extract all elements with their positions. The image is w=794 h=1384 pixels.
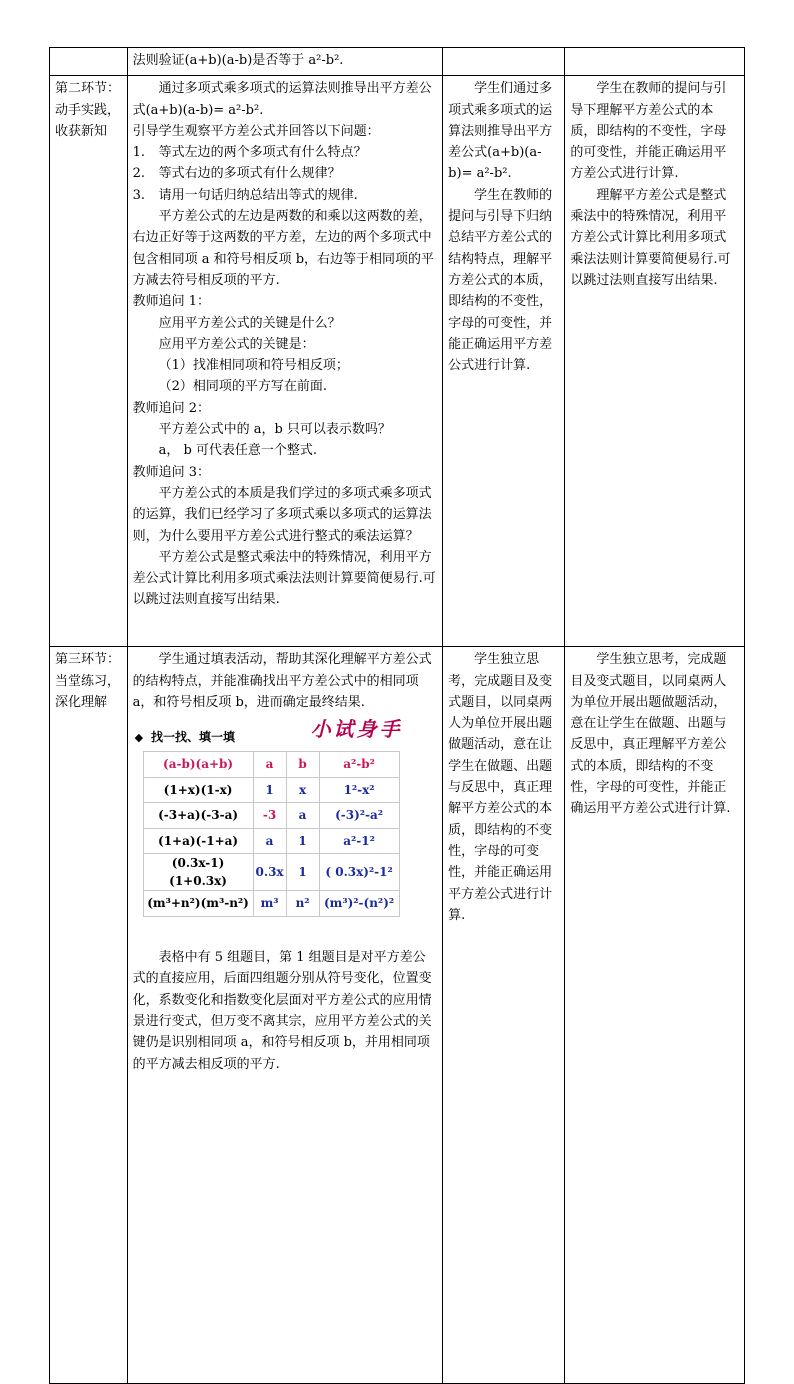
quiz-cell: a [253,752,286,778]
paragraph: 学生通过填表活动，帮助其深化理解平方差公式的结构特点，并能准确找出平方差公式中的相同项 a，和符号相反项 b，进而确定最终结果. [132,652,432,710]
student-activity-cell [443,76,565,647]
followup-question: 平方差公式的本质是我们学过的多项式乘多项式的运算，我们已经学习了多项式乘以多项式的运算法则，为什么要用平方差公式进行整式的乘法运算？ [132,485,432,544]
quiz-table [143,751,400,917]
paragraph: 平方差公式的左边是两数的和乘以这两数的差，右边正好等于这两数的平方差，左边的两个多项式中包含相同项 a 和符号相反项 b，右边等于相同项的平方减去符号相反项的平方. [132,209,435,288]
paragraph: 表格中有 5 组题目，第 1 组题目是对平方差公式的直接应用，后面四组题分别从符号变化，位置变化，系数变化和指数变化层面对平方差公式的应用情景进行变式，但万变不离其宗，应用平方差公式的关键仍是识别相同项 a，和符号相反项 b，并用相同项的平方减去相反项的平方. [132,950,432,1072]
quiz-cell: (a-b)(a+b) [143,752,253,778]
student-activity-cell [443,48,565,76]
quiz-title: 找一找、填一填 [151,730,236,745]
teacher-activity-cell [127,48,443,76]
quiz-cell: ( 0.3x)²-1² [319,854,399,891]
diamond-bullet-icon: ◆ [134,731,144,745]
quiz-row [143,803,399,829]
followup-label: 教师追问 2： [132,400,210,416]
table-row [50,48,745,76]
list-item: 2. 等式右边的多项式有什么规律？ [132,166,341,182]
paragraph: 理解平方差公式是整式乘法中的特殊情况，利用平方差公式计算比利用多项式乘法法则计算要简便易行.可以跳过法则直接写出结果. [570,187,731,288]
quiz-cell: x [286,777,319,803]
quiz-heading [135,727,235,748]
quiz-cell: b [286,752,319,778]
teacher-activity-cell [127,647,443,1384]
design-intent-cell [565,76,745,647]
followup-label: 教师追问 1： [132,294,210,310]
quiz-cell: (0.3x-1)(1+0.3x) [143,854,253,891]
quiz-cell: -3 [253,803,286,829]
paragraph: 学生们通过多项式乘多项式的运算法则推导出平方差公式(a+b)(a-b)= a²-b². [448,81,553,182]
paragraph: 学生在教师的提问与引导下理解平方差公式的本质，即结构的不变性，字母的可变性，并能正确运用平方差公式进行计算. [570,81,727,182]
paragraph: 引导学生观察平方差公式并回答以下问题： [132,123,380,139]
design-intent-cell [565,48,745,76]
list-item: 1. 等式左边的两个多项式有什么特点？ [132,145,367,161]
quiz-cell: 1 [253,777,286,803]
quiz-cell: 1 [286,828,319,854]
table-row [50,76,745,647]
stage-label: 第二环节：动手实践，收获新知 [55,81,121,139]
quiz-cell: a [286,803,319,829]
followup-label: 教师追问 3： [132,464,210,480]
quiz-cell: (m³+n²)(m³-n²) [143,891,253,917]
quiz-row [143,854,399,891]
quiz-figure [133,717,438,937]
quiz-cell: 1 [286,854,319,891]
quiz-cell: a [253,828,286,854]
quiz-row [143,777,399,803]
followup-answer-item: （2）相同项的平方写在前面. [158,379,327,395]
quiz-cell: 1²-x² [319,777,399,803]
quiz-cell: (1+a)(-1+a) [143,828,253,854]
list-item: 3. 请用一句话归纳总结出等式的规律. [132,187,358,203]
teacher-activity-cell [127,76,443,647]
quiz-cell: n² [286,891,319,917]
quiz-cell: 0.3x [253,854,286,891]
lesson-plan-table [49,47,745,1384]
followup-answer: 应用平方差公式的关键是： [158,336,315,352]
design-intent-cell [565,647,745,1384]
quiz-cell: (-3)²-a² [319,803,399,829]
quiz-cell: (1+x)(1-x) [143,777,253,803]
followup-question: 应用平方差公式的关键是什么？ [158,315,341,331]
quiz-cell: (-3+a)(-3-a) [143,803,253,829]
stage-cell-empty [50,48,128,76]
quiz-row [143,828,399,854]
paragraph: 学生在教师的提问与引导下归纳总结平方差公式的结构特点，理解平方差公式的本质，即结构的不变性，字母的可变性，并能正确运用平方差公式进行计算. [448,187,553,374]
quiz-cell: (m³)²-(n²)² [319,891,399,917]
stage-label-cell [50,647,128,1384]
table-row [50,647,745,1384]
stage-label-cell [50,76,128,647]
quiz-cell: m³ [253,891,286,917]
verify-text: 法则验证(a+b)(a-b)是否等于 a²-b². [132,53,344,68]
quiz-cell: a²-b² [319,752,399,778]
followup-answer-item: （1）找准相同项和符号相反项； [158,358,349,374]
paragraph: 通过多项式乘多项式的运算法则推导出平方差公式(a+b)(a-b)= a²-b². [132,81,432,118]
followup-answer: 平方差公式是整式乘法中的特殊情况，利用平方差公式计算比利用多项式乘法法则计算要简便易行.可以跳过法则直接写出结果. [132,549,436,608]
quiz-badge: 小试身手 [310,717,403,742]
quiz-header-row [143,752,399,778]
followup-question: 平方差公式中的 a，b 只可以表示数吗？ [158,422,391,438]
quiz-row [143,891,399,917]
student-activity-cell [443,647,565,1384]
followup-answer: a， b 可代表任意一个整式. [158,443,318,459]
paragraph: 学生独立思考，完成题目及变式题目，以同桌两人为单位开展出题做题活动，意在让学生在做题、出题与反思中，真正理解平方差公式的本质，即结构的不变性，字母的可变性，并能正确运用平方差公式进行计算. [448,652,553,923]
stage-label: 第三环节：当堂练习，深化理解 [55,652,121,710]
paragraph: 学生独立思考，完成题目及变式题目，以同桌两人为单位开展出题做题活动，意在让学生在做题、出题与反思中，真正理解平方差公式的本质，即结构的不变性，字母的可变性，并能正确运用平方差公式进行计算. [570,652,731,817]
quiz-cell: a²-1² [319,828,399,854]
